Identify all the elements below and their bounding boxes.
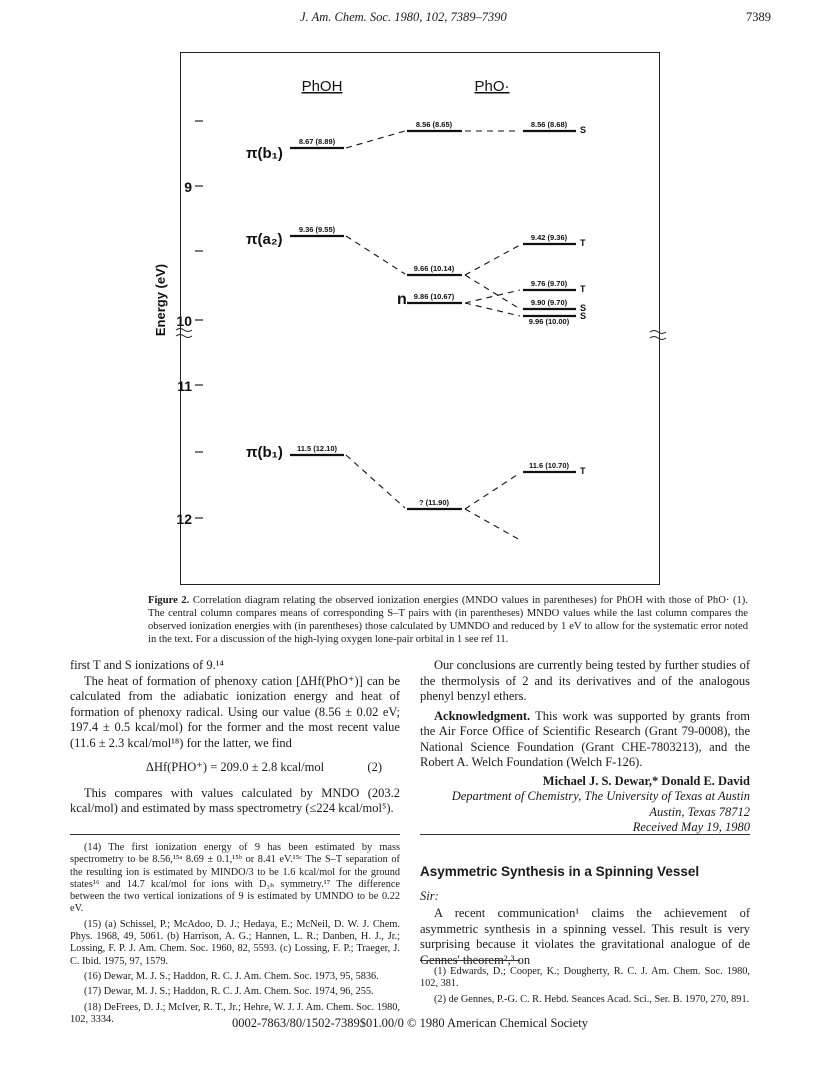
received-date: Received May 19, 1980 xyxy=(632,820,750,834)
footnote-16: (16) Dewar, M. J. S.; Haddon, R. C. J. Am. Chem. Soc. 1973, 95, 5836. xyxy=(84,970,379,982)
footnote-17: (17) Dewar, M. J. S.; Haddon, R. C. J. Am. Chem. Soc. 1974, 96, 255. xyxy=(84,986,374,998)
footnote-18: (18) DeFrees, D. J.; McIver, R. T., Jr.; Hehre, W. J. J. Am. Chem. Soc. 1980, 102, 3334. xyxy=(70,1001,400,1025)
level-phox-1: 8.56 (8.68) xyxy=(530,120,568,129)
figure-caption xyxy=(148,594,748,646)
equation-body: ΔHf(PHO⁺) = 209.0 ± 2.8 kcal/mol xyxy=(145,760,325,774)
axis-break-left xyxy=(176,329,192,338)
correlation-lines xyxy=(346,131,520,540)
running-header: J. Am. Chem. Soc. 1980, 102, 7389–7390 xyxy=(300,10,507,24)
footnotes-right xyxy=(420,966,750,1009)
caption-text: Correlation diagram relating the observed ionization energies (MNDO values in parentheses) for PhOH with those of PhO· (1). The central column compares means of corresponding S–T pairs with (in parentheses) MNDO values while the last column compares the observed ionization energies with (in parentheses) those calculated by UMNDO and reduced by 1 eV to allow for the systematic error noted in the text. For a discussion of the high-lying oxygen lone-pair orbital in 1 see ref 11. xyxy=(148,595,748,645)
acknowledgment xyxy=(420,709,750,771)
level-phox-4: 9.90 (9.70) xyxy=(530,298,568,307)
level-phoh-3: 9.86 (10.67) xyxy=(413,292,455,301)
level-phox-5: 9.96 (10.00) xyxy=(528,317,570,326)
state-label-s1: S xyxy=(580,125,587,135)
right-column xyxy=(420,658,750,836)
level-phoh-4: 11.5 (12.10) xyxy=(296,444,338,453)
acknowledgment-text: This work was supported by grants from the Air Force Office of Scientific Research (Grant 79-0008), the National Science Foundation (Grant CHE-7803213), and the Robert A. Welch Foundation (Welch F-126). xyxy=(420,708,750,769)
footnote-14: (14) The first ionization energy of 9 has been estimated by mass spectrometry to be 8.56,¹⁵ᵃ 8.69 ± 0.1,¹⁵ᵇ or 8.41 eV.¹⁵ᶜ The S–T separation of the resulting ion is estimated by MINDO/3 to be 1.6 kcal/mol for the ground states¹⁶ and 14.7 kcal/mol for ions with D₃ₕ symmetry.¹⁷ The difference between the two vertical ionizations of 9 is estimated by UMNDO to be 0.22 eV. xyxy=(70,842,400,915)
affiliation-2: Austin, Texas 78712 xyxy=(649,804,750,819)
second-article-para-1: A recent communication¹ claims the achievement of asymmetric synthesis in a spinning vessel. This result is very surprising because it violates the gravitational analogue of de Gennes' theorem²,³ on xyxy=(420,906,750,967)
equation xyxy=(70,760,400,776)
state-label-t3: T xyxy=(580,466,586,476)
col-right-title: PhO· xyxy=(474,78,510,95)
right-para-1: Our conclusions are currently being tested by further studies of the thermolysis of 2 and its derivatives and of the analogous phenyl benzyl ethers. xyxy=(420,658,750,703)
acknowledgment-label: Acknowledgment. xyxy=(434,708,531,723)
footnote-15: (15) (a) Schissel, P.; McAdoo, D. J.; Hedaya, E.; McNeil, D. W. J. Chem. Phys. 1968, 49, 5061. (b) Harrison, A. G.; Hannen, L. R.; Danben, H. J., Jr.; Lossing, F. P. J. Am. Chem. Soc. 1960, 82, 5593. (c) Lossing, F. P.; Traeger, J. C. Ibid. 1975, 97, 1579. xyxy=(70,918,400,967)
salutation: Sir: xyxy=(420,889,439,903)
y-axis-ticks xyxy=(195,121,203,518)
affiliation-1: Department of Chemistry, The University of Texas at Austin xyxy=(451,789,750,803)
tick-label-11: 11 xyxy=(177,378,192,394)
level-phox-3: 9.76 (9.70) xyxy=(530,279,568,288)
section-rule-right xyxy=(420,834,750,835)
second-article-body xyxy=(420,906,750,968)
col-left-title: PhOH xyxy=(301,78,343,95)
page-number: 7389 xyxy=(746,10,771,24)
state-label-s3: S xyxy=(580,311,587,321)
left-column xyxy=(70,658,400,817)
y-axis-label: Energy (eV) xyxy=(153,263,168,337)
left-para-3: This compares with values calculated by MNDO (203.2 kcal/mol) and estimated by mass spectrometry (≤224 kcal/mol⁵). xyxy=(70,785,400,815)
level-mid-2: 9.66 (10.14) xyxy=(413,264,455,273)
second-article-title: Asymmetric Synthesis in a Spinning Vessel xyxy=(420,864,700,879)
equation-number: (2) xyxy=(367,760,382,774)
footnotes-left xyxy=(70,842,400,1029)
authors: Michael J. S. Dewar,* Donald E. David xyxy=(542,773,750,788)
level-phox-2: 9.42 (9.36) xyxy=(530,233,568,242)
footnote-r2: (2) de Gennes, P.-G. C. R. Hebd. Seances Acad. Sci., Ser. B. 1970, 270, 891. xyxy=(434,993,750,1005)
state-label-t2: T xyxy=(580,284,586,294)
orbital-label-pi-b1-upper: π(b₁) xyxy=(246,145,283,162)
footnote-r1: (1) Edwards, D.; Cooper, K.; Dougherty, R. C. J. Am. Chem. Soc. 1980, 102, 381. xyxy=(420,966,750,990)
axis-break-right xyxy=(650,331,666,340)
level-mid-1: 8.56 (8.65) xyxy=(415,120,453,129)
level-phox-6: 11.6 (10.70) xyxy=(528,461,570,470)
left-para-2: The heat of formation of phenoxy cation [ΔHf(PhO⁺)] can be calculated from the adiabatic ionization energy and heat of formation of phenoxy radical. Using our value (8.56 ± 0.02 eV; 197.4 ± 0.5 kcal/mol) for the former and the most recent value (11.6 ± 2.3 kcal/mol¹⁸) for the latter, we find xyxy=(70,673,400,750)
orbital-label-pi-b1-lower: π(b₁) xyxy=(246,444,283,461)
orbital-label-n: n xyxy=(397,291,407,308)
tick-label-10: 10 xyxy=(176,313,192,329)
state-label-t1: T xyxy=(580,238,586,248)
orbital-label-pi-a2: π(a₂) xyxy=(246,231,283,248)
footnote-rule-left xyxy=(70,834,400,835)
state-label-s2: S xyxy=(580,303,587,313)
footnote-rule-right xyxy=(420,960,520,961)
page-footer: 0002-7863/80/1502-7389$01.00/0 © 1980 American Chemical Society xyxy=(232,1016,588,1030)
figure-label: Figure 2. xyxy=(148,595,190,606)
tick-label-12: 12 xyxy=(176,511,192,527)
tick-label-9: 9 xyxy=(184,179,192,195)
left-para-1: first T and S ionizations of 9.¹⁴ xyxy=(70,658,224,672)
level-phoh-2: 9.36 (9.55) xyxy=(298,225,336,234)
level-phoh-1: 8.67 (8.89) xyxy=(298,137,336,146)
level-mid-3: ? (11.90) xyxy=(418,498,450,507)
